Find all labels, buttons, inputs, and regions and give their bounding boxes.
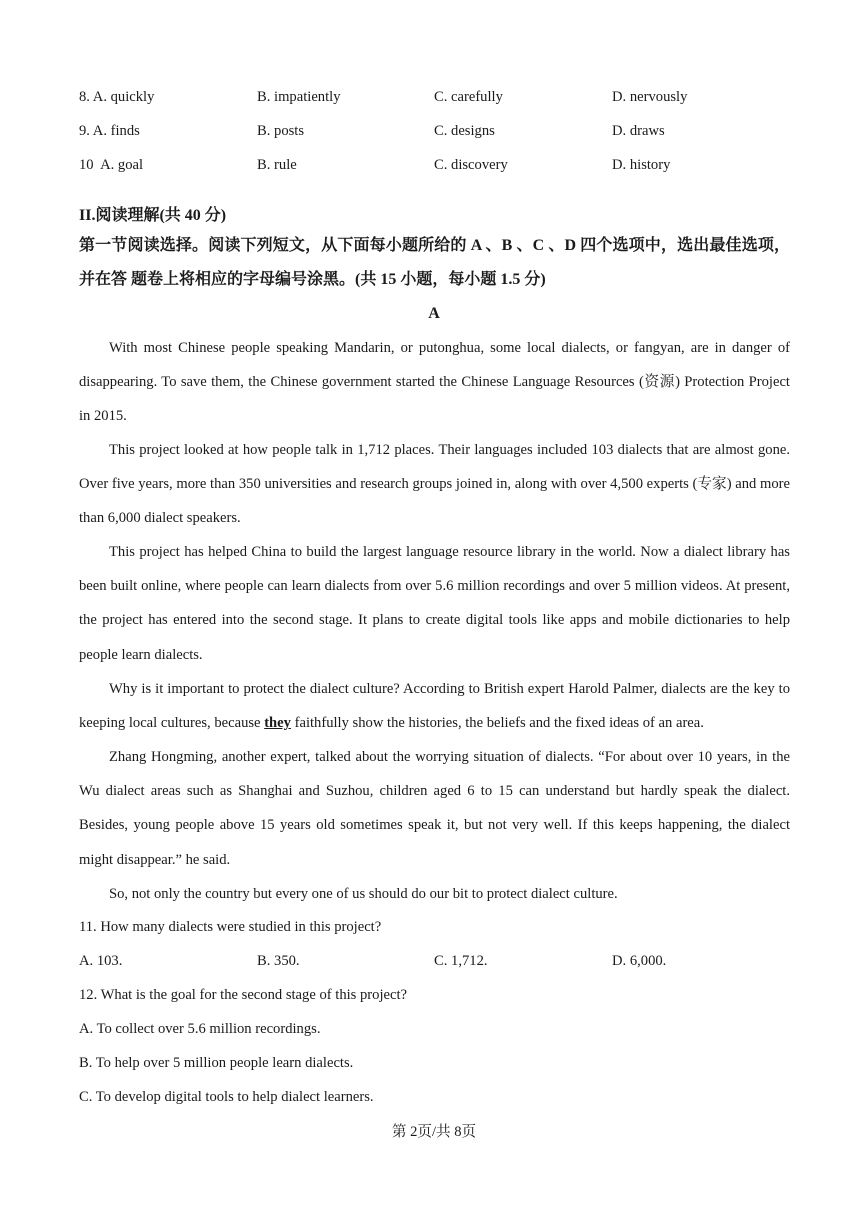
instruction-text: 第一节阅读选择。阅读下列短文，从下面每小题所给的 A 、B 、C 、D 四个选项中，选出最佳选项，并在答 题卷上将相应的字母编号涂黑。(共 15 小题，每小题 1.5 分) [79,237,790,288]
option-10a: 10 A. goal [79,157,144,173]
q11-option-a: A. 103. [79,953,123,969]
option-9b: B. posts [257,123,305,139]
paragraph-1: With most Chinese people speaking Mandarin, or putonghua, some local dialects, or fangyan, are in danger of disappearing. To save them, the Chinese government started the Chinese Language Resources (资源) Protection Project in 2015. [79,340,790,425]
option-row-9 [79,123,799,143]
option-10c: C. discovery [434,157,508,173]
underlined-word-they: they [264,715,291,732]
option-row-8 [79,89,799,109]
q11-option-c: C. 1,712. [434,953,488,969]
paragraph-5: Zhang Hongming, another expert, talked about the worrying situation of dialects. “For about over 10 years, in the Wu dialect areas such as Shanghai and Suzhou, children aged 6 to 15 can understand but hardly speak the dialect. Besides, young people above 15 years old sometimes speak it, but not very well. If this keeps happening, the dialect might disappear.” he said. [79,749,790,868]
option-10b: B. rule [257,157,297,173]
question-11-options [79,953,799,973]
option-9a: 9. A. finds [79,123,140,139]
option-8d: D. nervously [612,89,688,105]
passage-label: A [428,305,440,322]
option-10d: D. history [612,157,671,173]
paragraph-6: So, not only the country but every one of us should do our bit to protect dialect culture. [109,886,618,902]
q12-option-a: A. To collect over 5.6 million recordings. [79,1021,321,1037]
paragraph-4-before: Why is it important to protect the dialect culture? According to British expert Harold Palmer, dialects are the key to keeping local cultures, because [79,681,790,732]
section-title: II.阅读理解(共 40 分) [79,207,227,224]
option-8b: B. impatiently [257,89,341,105]
option-8a: 8. A. quickly [79,89,155,105]
q12-option-b: B. To help over 5 million people learn dialects. [79,1055,354,1071]
option-row-10 [79,157,799,177]
question-12-stem: 12. What is the goal for the second stage of this project? [79,987,407,1003]
paragraph-3: This project has helped China to build the largest language resource library in the world. Now a dialect library has been built online, where people can learn dialects from over 5.6 million recordings and over 5 million videos. At present, the project has entered into the second stage. It plans to create digital tools like apps and mobile dictionaries to help people learn dialects. [79,544,790,663]
paragraph-4 [79,672,790,740]
q11-option-d: D. 6,000. [612,953,667,969]
q12-option-c: C. To develop digital tools to help dialect learners. [79,1089,374,1105]
page-footer: 第 2页/共 8页 [391,1124,477,1140]
paragraph-4-after: faithfully show the histories, the beliefs and the fixed ideas of an area. [290,715,704,732]
option-8c: C. carefully [434,89,503,105]
q11-option-b: B. 350. [257,953,300,969]
option-9c: C. designs [434,123,495,139]
question-11-stem: 11. How many dialects were studied in this project? [79,919,382,935]
paragraph-2: This project looked at how people talk in 1,712 places. Their languages included 103 dialects that are almost gone. Over five years, more than 350 universities and research groups joined in, along with over 4,500 experts (专家) and more than 6,000 dialect speakers. [79,442,790,527]
option-9d: D. draws [612,123,665,139]
